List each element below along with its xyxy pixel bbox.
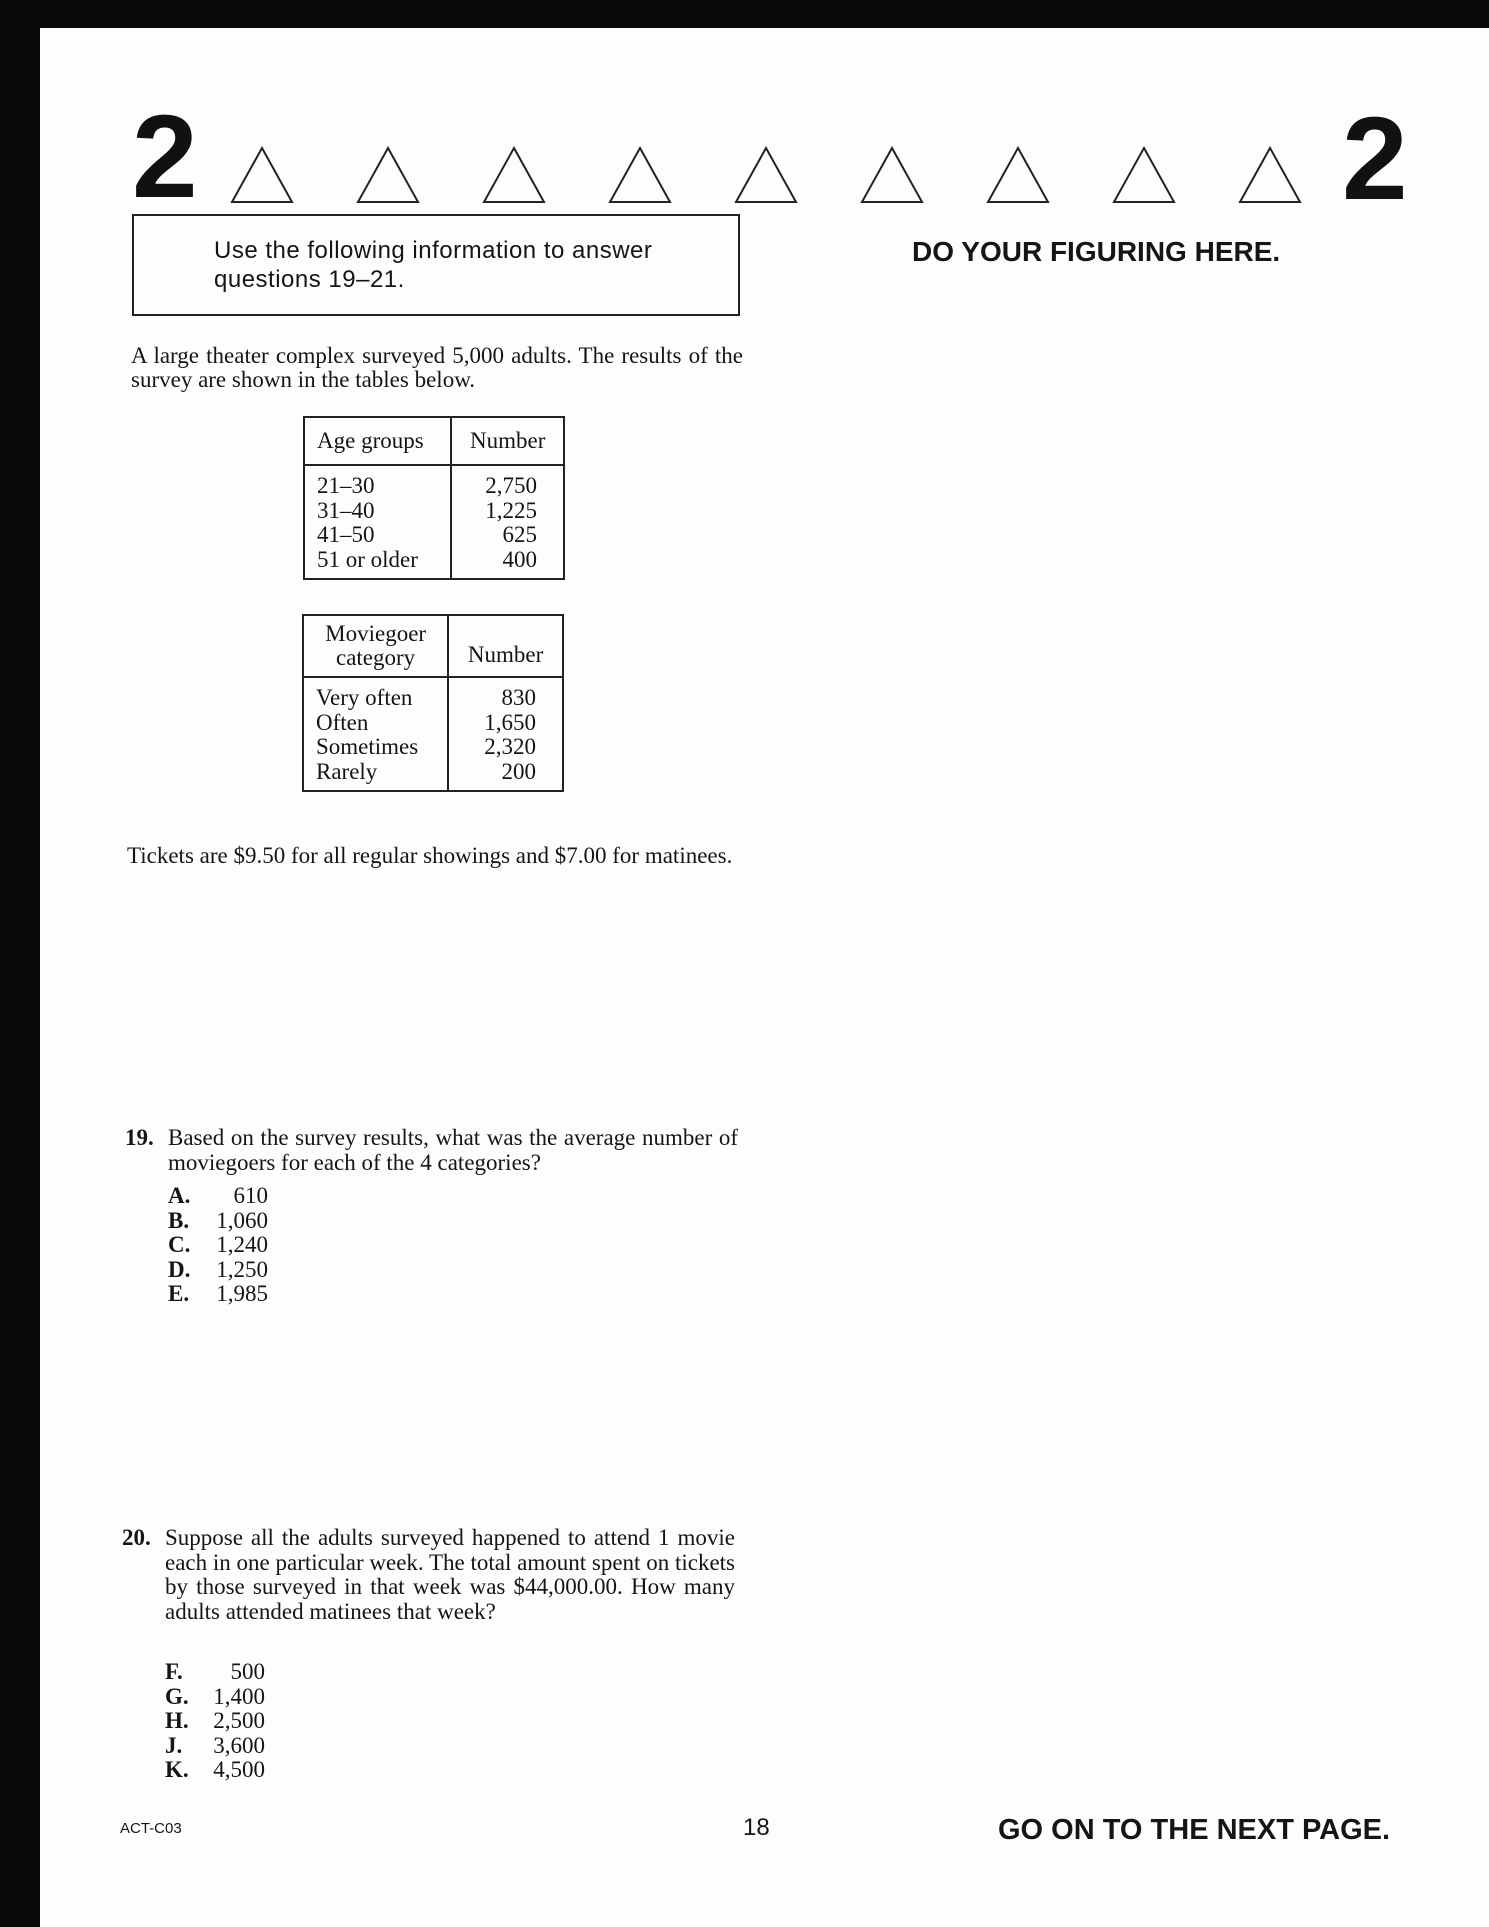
table-cell: Rarely [316, 758, 378, 784]
option-letter: G. [165, 1683, 189, 1709]
question-stem: Based on the survey results, what was the average number of moviegoers for each of the 4 categories? [168, 1125, 738, 1175]
option-value: 500 [230, 1659, 265, 1684]
question-stem: Suppose all the adults surveyed happened to attend 1 movie each in one particular week. The total amount spent on tickets by those surveyed in that week was $44,000.00. How many adults attended matinees that week? [165, 1525, 735, 1624]
answer-option-d[interactable] [168, 1258, 268, 1283]
answer-option-c[interactable] [168, 1233, 268, 1258]
table-cell: 1,650 [484, 709, 536, 735]
instruction-line-2: questions 19–21. [214, 266, 405, 293]
option-letter: J. [165, 1732, 183, 1758]
triangle-outline-icon [1238, 146, 1302, 204]
option-value: 1,060 [216, 1207, 268, 1233]
question-number: 19. [125, 1125, 154, 1150]
table-cell: 21–30 [317, 473, 375, 498]
triangle-outline-icon [482, 146, 546, 204]
triangle-outline-icon [986, 146, 1050, 204]
age-table-numbers [451, 465, 564, 579]
answer-option-g[interactable] [165, 1685, 265, 1710]
table-cell: 1,225 [485, 497, 537, 523]
moviegoer-table-labels [303, 677, 448, 791]
question-number: 20. [122, 1525, 151, 1550]
next-page-instruction: GO ON TO THE NEXT PAGE. [998, 1814, 1391, 1846]
table-cell: Sometimes [316, 734, 419, 759]
table-cell: Very often [316, 685, 413, 710]
age-table-labels [304, 465, 451, 579]
triangle-outline-icon [1112, 146, 1176, 204]
option-value: 610 [233, 1183, 268, 1208]
answer-option-f[interactable] [165, 1660, 265, 1685]
form-code: ACT-C03 [120, 1820, 182, 1837]
option-letter: C. [168, 1232, 191, 1257]
moviegoer-table-numbers [448, 677, 563, 791]
option-value: 3,600 [213, 1732, 265, 1758]
answer-option-k[interactable] [165, 1758, 265, 1783]
answer-option-b[interactable] [168, 1209, 268, 1234]
option-value: 1,250 [216, 1256, 268, 1282]
option-letter: D. [168, 1256, 191, 1282]
answer-option-j[interactable] [165, 1734, 265, 1759]
table-cell: 400 [502, 546, 537, 572]
section-number-left: 2 [132, 91, 198, 223]
option-value: 1,985 [216, 1281, 268, 1306]
age-groups-table [303, 416, 565, 580]
table-cell: Often [316, 709, 369, 735]
table-cell: 31–40 [317, 497, 375, 523]
option-letter: B. [168, 1207, 190, 1233]
question-20 [122, 1526, 736, 1786]
question-19 [125, 1126, 739, 1306]
option-value: 1,400 [213, 1683, 265, 1709]
figuring-label: DO YOUR FIGURING HERE. [912, 236, 1281, 267]
test-page [40, 28, 1489, 1927]
age-table-header-age: Age groups [304, 417, 451, 465]
moviegoer-table-header-number: Number [448, 615, 563, 677]
page-number: 18 [743, 1814, 770, 1841]
ticket-price-paragraph: Tickets are $9.50 for all regular showings and $7.00 for matinees. [127, 843, 733, 868]
table-cell: 200 [501, 758, 536, 784]
answer-options [168, 1184, 268, 1307]
triangle-outline-icon [734, 146, 798, 204]
answer-option-a[interactable] [168, 1184, 268, 1209]
triangle-outline-icon [860, 146, 924, 204]
moviegoer-table-header-category [303, 615, 448, 677]
option-letter: K. [165, 1757, 189, 1782]
section-number-right: 2 [1342, 93, 1408, 225]
header-line: category [336, 645, 416, 670]
option-value: 2,500 [213, 1708, 265, 1733]
age-table-header-number: Number [451, 417, 564, 465]
answer-option-e[interactable] [168, 1282, 268, 1307]
triangle-outline-icon [356, 146, 420, 204]
option-letter: E. [168, 1281, 190, 1306]
option-letter: A. [168, 1183, 191, 1208]
table-cell: 2,750 [485, 473, 537, 498]
option-letter: H. [165, 1708, 189, 1733]
moviegoer-category-table [302, 614, 564, 792]
table-cell: 625 [502, 522, 537, 547]
table-cell: 2,320 [484, 734, 536, 759]
table-cell: 41–50 [317, 522, 375, 547]
answer-options [165, 1660, 265, 1783]
option-value: 1,240 [216, 1232, 268, 1257]
option-letter: F. [165, 1659, 183, 1684]
triangle-outline-icon [230, 146, 294, 204]
instruction-box [132, 214, 740, 316]
option-value: 4,500 [213, 1757, 265, 1782]
intro-paragraph: A large theater complex surveyed 5,000 adults. The results of the survey are shown in the tables below. [131, 343, 743, 392]
table-cell: 830 [501, 685, 536, 710]
instruction-line-1: Use the following information to answer [214, 237, 653, 264]
answer-option-h[interactable] [165, 1709, 265, 1734]
header-line: Moviegoer [325, 621, 427, 646]
table-cell: 51 or older [317, 546, 418, 572]
triangle-outline-icon [608, 146, 672, 204]
